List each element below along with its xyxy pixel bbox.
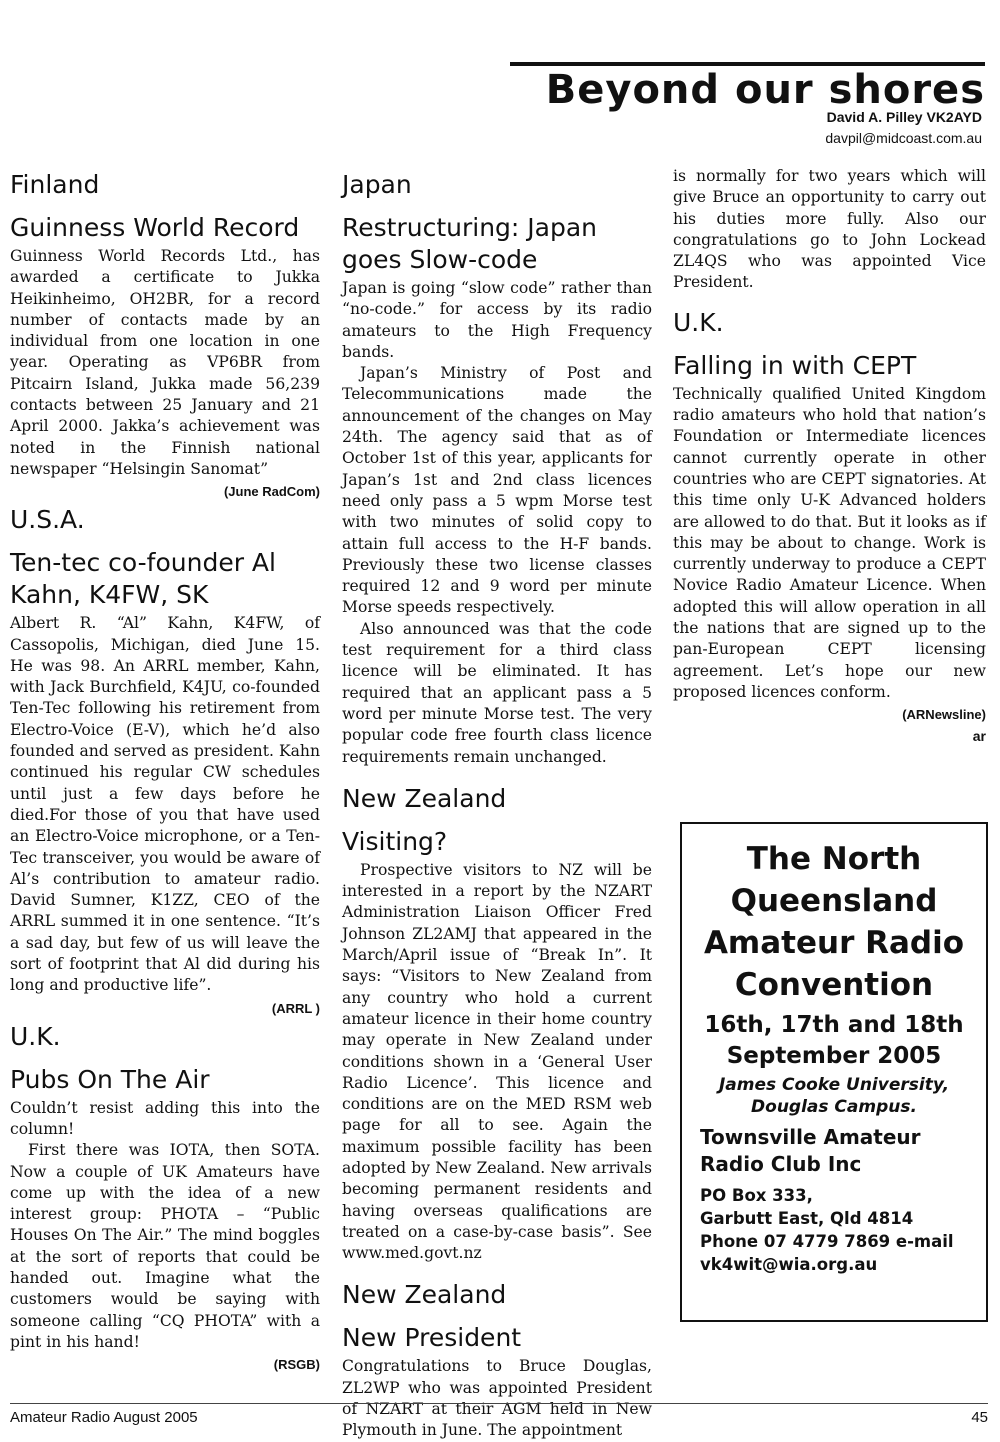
advert-title: The North Queensland Amateur Radio Convention xyxy=(703,841,965,1003)
paragraph: Also announced was that the code test requirement for a third class licence will be eliminated. It has required that an applicant pass a 5 word per minute Morse test. The very popular code free fourth class licence requirements remain unchanged. xyxy=(342,619,652,766)
address-line: Phone 07 4779 7869 e-mail xyxy=(700,1232,954,1251)
advert-email[interactable]: vk4wit@wia.org.au xyxy=(700,1255,878,1274)
headline-new-president: New President xyxy=(342,1323,522,1353)
headline-japan: Restructuring: Japan goes Slow-code xyxy=(342,213,598,274)
section-finland: Finland xyxy=(10,170,100,199)
column-1 xyxy=(10,166,320,1378)
article-body: Albert R. “Al” Kahn, K4FW, of Cassopolis, Michigan, died June 15. He was 98. An ARRL member, Kahn, with Jack Burchfield, K4JU, co-founded Ten-Tec following his retirement from Electro-Voice (E-V), which he’d also founded and served as president. Kahn continued his regular CW schedules until just a few days before he died.For those of you that have used an Electro-Voice microphone, or a Ten-Tec transceiver, you would be aware of Al’s contribution to amateur radio. David Sumner, K1ZZ, CEO of the ARRL summed it in one sentence. “It’s a sad day, but few of us will leave the sort of footprint that Al did during his long and productive life”. xyxy=(10,614,320,995)
article-body: Guinness World Records Ltd., has awarded a certificate to Jukka Heikinheimo, OH2BR, for a record number of contacts made by an individual from one location in one year. Operating as VP6BR from Pitcairn Island, Jukka made 56,239 contacts between 25 January and 21 April 2000. Jakka’s achievement was noted in the Finnish national newspaper “Helsingin Sanomat” xyxy=(10,247,320,478)
article-body: Congratulations to Bruce Douglas, ZL2WP who was appointed President of NZART at their AGM held in New Plymouth in June. The appointment xyxy=(342,1357,652,1440)
column-2 xyxy=(342,166,652,1442)
section-new-zealand: New Zealand xyxy=(342,1280,507,1310)
article-body xyxy=(342,860,652,1265)
article-body: Technically qualified United Kingdom radio amateurs who hold that nation’s Foundation or Intermediate licences cannot currently operate in other countries who are CEPT signatories. At this time only U-K Advanced holders are allowed to do that. But it looks as if this may be about to change. Work is currently underway to produce a CEPT Novice Radio Amateur Licence. When adopted this will allow operation in all the nations that are signed up to the pan-European CEPT licensing agreement. Let’s hope our new proposed licences conform. xyxy=(673,384,986,701)
address-line: Garbutt East, Qld 4814 xyxy=(700,1209,914,1228)
section-uk: U.K. xyxy=(673,307,724,337)
headline-pubs: Pubs On The Air xyxy=(10,1064,210,1094)
advert-address xyxy=(700,1184,976,1276)
paragraph: Japan is going “slow code” rather than “no-code.” for access by its radio amateurs to the High Frequency bands. xyxy=(342,279,652,361)
article-body xyxy=(342,278,652,768)
headline-guinness: Guinness World Record xyxy=(10,213,300,242)
article-body xyxy=(10,1098,320,1354)
author-email[interactable]: davpil@midcoast.com.au xyxy=(825,130,982,146)
paragraph: Couldn’t resist adding this into the column! xyxy=(10,1098,320,1138)
column-title: Beyond our shores xyxy=(510,62,985,112)
advert-club: Townsville Amateur Radio Club Inc xyxy=(700,1125,921,1176)
headline-cept: Falling in with CEPT xyxy=(673,350,917,380)
section-new-zealand: New Zealand xyxy=(342,783,507,813)
paragraph: First there was IOTA, then SOTA. Now a couple of UK Amateurs have come up with the idea of a new interest group: PHOTA – “Public Houses On The Air.” The mind boggles at the sort of reports that could be handed out. Imagine what the customers would be saying with someone calling “CQ PHOTA” with a pint in his hand! xyxy=(10,1141,320,1351)
source-credit: (June RadCom) xyxy=(223,484,320,500)
paragraph: Prospective visitors to NZ will be interested in a report by the NZART Administration Liaison Officer Fred Johnson ZL2AMJ that appeared in the March/April issue of “Break In”. It says: “Visitors to New Zealand from any country who hold a current amateur licence in their home country may operate in New Zealand under conditions shown in a ‘General User Radio Licence’. This licence and conditions are on the MED RSM web page for all to see. Again the maximum possible facility has been adopted by New Zealand. New arrivals becoming permanent residents and having overseas qualifications are treated on a case-by-case basis”. See www.med.govt.nz xyxy=(342,860,652,1263)
article-continuation: is normally for two years which will give Bruce an opportunity to carry out his duties more fully. Also our congratulations go to John Lockead ZL4QS who was appointed Vice President. xyxy=(673,167,986,292)
section-usa: U.S.A. xyxy=(10,505,85,535)
section-japan: Japan xyxy=(342,170,412,199)
headline-visiting: Visiting? xyxy=(342,826,448,856)
paragraph: Japan’s Ministry of Post and Telecommunications made the announcement of the changes on May 24th. The agency said that as of October 1st of this year, applicants for Japan’s 1st and 2nd class licences need only pass a 5 wpm Morse test with two minutes of solid copy to attain full access to the H-F bands. Previously these two license classes required 12 and 9 word per minute Morse speeds respectively. xyxy=(342,364,652,617)
source-credit: (ARNewsline) xyxy=(902,707,986,723)
convention-advert xyxy=(680,822,988,1322)
end-mark: ar xyxy=(972,728,986,745)
column-3 xyxy=(673,166,986,744)
address-line: PO Box 333, xyxy=(700,1186,813,1205)
footer-rule xyxy=(10,1403,988,1404)
advert-venue: James Cooke University, Douglas Campus. xyxy=(718,1075,950,1117)
source-credit: (ARRL ) xyxy=(271,1000,320,1016)
footer-publication: Amateur Radio August 2005 xyxy=(10,1409,198,1426)
advert-dates: 16th, 17th and 18th September 2005 xyxy=(704,1012,964,1069)
page-number: 45 xyxy=(971,1409,988,1426)
author-name: David A. Pilley VK2AYD xyxy=(826,109,982,125)
headline-ten-tec: Ten-tec co-founder Al Kahn, K4FW, SK xyxy=(10,548,276,610)
section-uk: U.K. xyxy=(10,1021,61,1051)
source-credit: (RSGB) xyxy=(273,1357,320,1373)
